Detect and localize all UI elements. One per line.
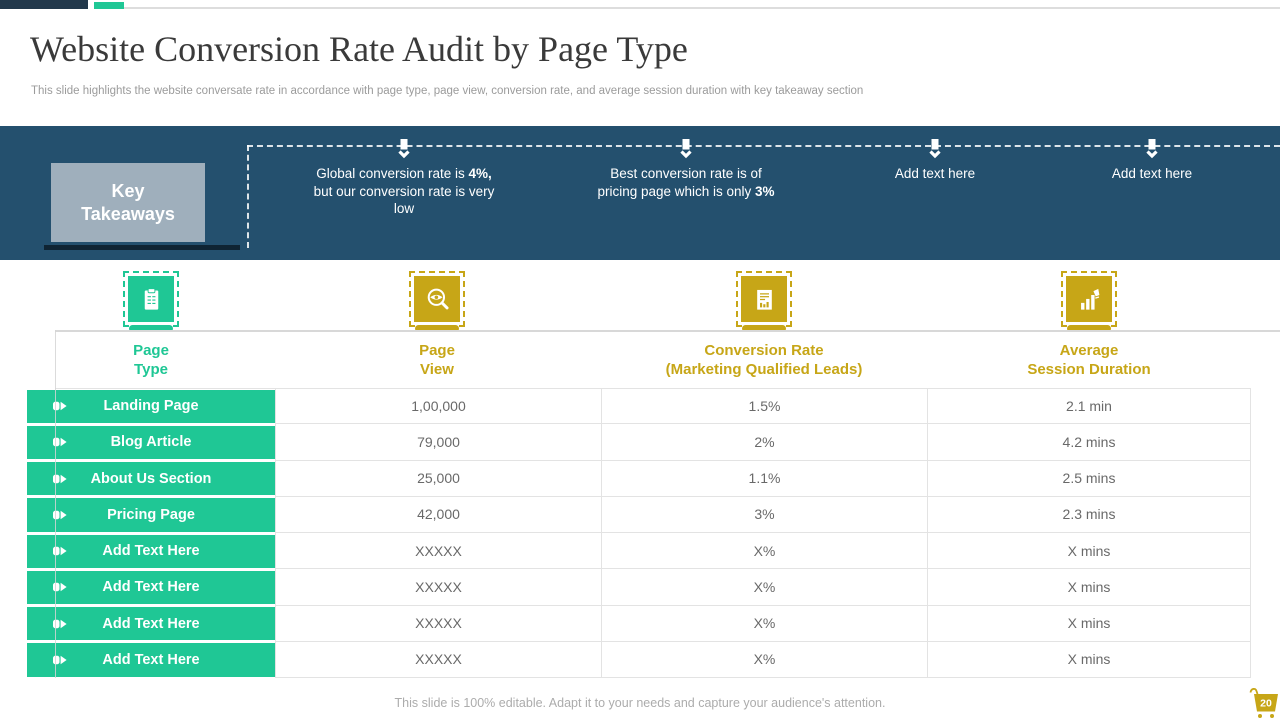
table-row: [27, 388, 1251, 424]
avg-session-cell[interactable]: 2.3 mins: [927, 497, 1251, 533]
column-header-conversion-rate: Conversion Rate (Marketing Qualified Leads): [665, 342, 863, 378]
top-accent-bar-navy: [0, 0, 88, 9]
page-type-label: Add Text Here: [102, 543, 200, 560]
table-left-border: [55, 330, 56, 678]
table-row: [27, 497, 1251, 533]
takeaway-text[interactable]: Add text here: [1111, 166, 1193, 181]
table-row: [27, 461, 1251, 497]
table-row: [27, 569, 1251, 605]
footer-note: This slide is 100% editable. Adapt it to your needs and capture your audience's attention.: [394, 696, 886, 710]
avg-session-cell[interactable]: X mins: [927, 569, 1251, 605]
key-takeaways-underline: [44, 245, 240, 250]
takeaway-item[interactable]: [309, 139, 499, 218]
table-row: [27, 606, 1251, 642]
table-row: [27, 424, 1251, 460]
arrow-marker-icon: [396, 139, 412, 159]
key-takeaways-box[interactable]: [51, 163, 205, 242]
page-type-label: Landing Page: [103, 398, 199, 415]
table-row: [27, 533, 1251, 569]
arrow-marker-icon: [1144, 139, 1160, 159]
page-type-icon-box[interactable]: [123, 271, 179, 327]
column-header-page-type: Page Type: [133, 342, 169, 378]
data-table: [27, 388, 1251, 678]
page-type-label: About Us Section: [90, 470, 212, 487]
avg-session-cell[interactable]: X mins: [927, 606, 1251, 642]
page-type-label: Add Text Here: [102, 579, 200, 596]
eye-magnifier-icon: [414, 276, 460, 322]
page-view-cell[interactable]: XXXXX: [275, 569, 601, 605]
page-type-cell[interactable]: [27, 571, 275, 604]
top-divider-line: [124, 7, 1280, 9]
takeaway-text[interactable]: Best conversion rate is of pricing page which is only 3%: [597, 166, 775, 199]
page-type-cell[interactable]: [27, 535, 275, 568]
avg-session-cell[interactable]: 2.5 mins: [927, 461, 1251, 497]
arrow-marker-icon: [678, 139, 694, 159]
conversion-rate-cell[interactable]: X%: [601, 642, 927, 678]
conversion-rate-cell[interactable]: 2%: [601, 424, 927, 460]
chart-pencil-icon: [1066, 276, 1112, 322]
page-view-icon-box[interactable]: [409, 271, 465, 327]
conversion-rate-cell[interactable]: X%: [601, 569, 927, 605]
arrow-marker-icon: [927, 139, 943, 159]
cart-page-number: [1247, 685, 1279, 720]
page-type-label: Add Text Here: [102, 615, 200, 632]
page-view-cell[interactable]: 1,00,000: [275, 388, 601, 424]
table-top-line: [55, 330, 1280, 332]
page-view-cell[interactable]: 25,000: [275, 461, 601, 497]
takeaway-item[interactable]: [591, 139, 781, 200]
conversion-rate-cell[interactable]: 1.1%: [601, 461, 927, 497]
page-type-cell[interactable]: [27, 643, 275, 676]
page-view-cell[interactable]: XXXXX: [275, 642, 601, 678]
svg-text:20: 20: [1260, 697, 1272, 710]
page-type-label: Blog Article: [110, 434, 192, 451]
table-row: [27, 642, 1251, 678]
page-view-cell[interactable]: 42,000: [275, 497, 601, 533]
key-takeaways-banner: [0, 126, 1280, 260]
page-type-label: Add Text Here: [102, 651, 200, 668]
conversion-rate-cell[interactable]: 3%: [601, 497, 927, 533]
page-type-cell[interactable]: [27, 607, 275, 640]
column-header-avg-session: Average Session Duration: [1027, 342, 1151, 378]
page-view-cell[interactable]: 79,000: [275, 424, 601, 460]
column-header-page-view: Page View: [419, 342, 455, 378]
takeaway-item[interactable]: [840, 139, 1030, 183]
avg-session-cell[interactable]: 4.2 mins: [927, 424, 1251, 460]
avg-session-icon-box[interactable]: [1061, 271, 1117, 327]
avg-session-cell[interactable]: X mins: [927, 642, 1251, 678]
page-title: Website Conversion Rate Audit by Page Type: [30, 29, 688, 69]
page-view-cell[interactable]: XXXXX: [275, 606, 601, 642]
clipboard-icon: [128, 276, 174, 322]
dashed-connector-vertical: [247, 145, 249, 248]
page-type-label: Pricing Page: [107, 506, 195, 523]
takeaway-text[interactable]: Global conversion rate is 4%, but our conversion rate is very low: [313, 166, 495, 216]
conversion-rate-cell[interactable]: X%: [601, 533, 927, 569]
page-type-cell[interactable]: [27, 390, 275, 423]
avg-session-cell[interactable]: 2.1 min: [927, 388, 1251, 424]
page-type-cell[interactable]: [27, 462, 275, 495]
report-chart-icon: [741, 276, 787, 322]
takeaway-text[interactable]: Add text here: [894, 166, 976, 181]
page-subtitle: This slide highlights the website conversate rate in accordance with page type, page view, conversion rate, and average session duration with key takeaway section: [31, 85, 864, 97]
page-view-cell[interactable]: XXXXX: [275, 533, 601, 569]
key-takeaways-label: Key Takeaways: [81, 180, 175, 224]
avg-session-cell[interactable]: X mins: [927, 533, 1251, 569]
page-type-cell[interactable]: [27, 498, 275, 531]
conversion-rate-icon-box[interactable]: [736, 271, 792, 327]
top-accent-bar-green: [94, 2, 124, 9]
conversion-rate-cell[interactable]: X%: [601, 606, 927, 642]
conversion-rate-cell[interactable]: 1.5%: [601, 388, 927, 424]
page-type-cell[interactable]: [27, 426, 275, 459]
takeaway-item[interactable]: [1057, 139, 1247, 183]
